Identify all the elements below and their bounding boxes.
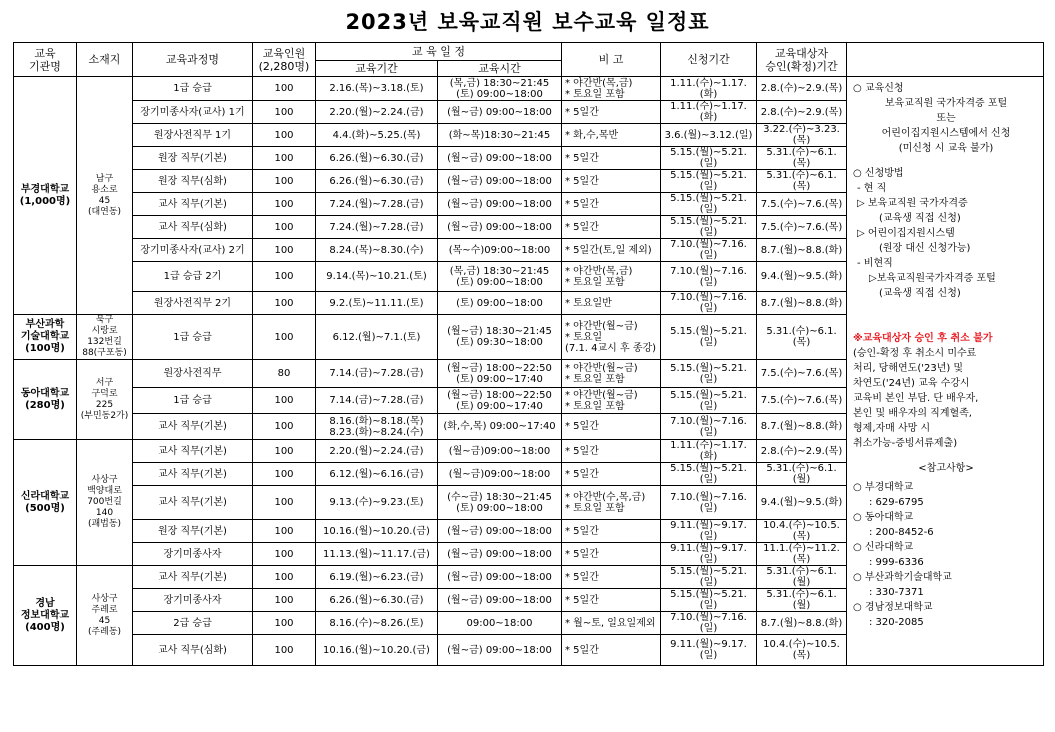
side-phone: : 200-8452-6 <box>869 527 934 538</box>
course-capacity: 100 <box>253 292 316 315</box>
approve-period: 8.7.(월)~8.8.(화) <box>757 612 847 635</box>
course-period: 2.20.(월)~2.24.(금) <box>316 440 438 463</box>
approve-period: 5.31.(수)~6.1.(목) <box>757 170 847 193</box>
course-capacity: 100 <box>253 543 316 566</box>
side-text: ▷보육교직원국가자격증 포털 <box>869 273 996 284</box>
course-time: (목,금) 18:30~21:45 (토) 09:00~18:00 <box>438 262 562 292</box>
side-text: ▷ 보육교직원 국가자격증 <box>857 198 968 209</box>
side-contact: ○ 동아대학교 <box>853 512 914 523</box>
side-text: 본인 및 배우자의 직계혈족, <box>853 408 972 419</box>
course-note: * 5일간 <box>562 589 661 612</box>
apply-period: 5.15.(월)~5.21.(일) <box>661 463 757 486</box>
course-capacity: 100 <box>253 101 316 124</box>
institution-name: 부경대학교 (1,000명) <box>14 77 77 315</box>
course-capacity: 100 <box>253 440 316 463</box>
side-text: 차연도('24년) 교육 수강시 <box>853 378 970 389</box>
course-capacity: 100 <box>253 124 316 147</box>
course-period: 7.24.(월)~7.28.(금) <box>316 216 438 239</box>
schedule-table <box>13 42 1044 666</box>
course-time: (목~수)09:00~18:00 <box>438 239 562 262</box>
course-note: * 월~토, 일요일제외 <box>562 612 661 635</box>
course-period: 8.24.(목)~8.30.(수) <box>316 239 438 262</box>
side-contact: ○ 신라대학교 <box>853 542 914 553</box>
side-text: 취소가능-증빙서류제출) <box>853 438 958 449</box>
course-name: 원장사전직무 2기 <box>133 292 253 315</box>
side-phone: : 629-6795 <box>869 497 924 508</box>
course-note: * 5일간 <box>562 170 661 193</box>
course-name: 1급 승급 2기 <box>133 262 253 292</box>
course-note: * 5일간 <box>562 193 661 216</box>
side-phone: : 999-6336 <box>869 557 924 568</box>
course-capacity: 100 <box>253 612 316 635</box>
header-period: 교육기간 <box>316 61 438 77</box>
course-time: 09:00~18:00 <box>438 612 562 635</box>
side-text: (미신청 시 교육 불가) <box>898 143 994 154</box>
side-text: 처리, 당해연도('23년) 및 <box>853 363 964 374</box>
institution-name: 경남 정보대학교 (400명) <box>14 566 77 666</box>
course-period: 11.13.(월)~11.17.(금) <box>316 543 438 566</box>
course-period: 10.16.(월)~10.20.(금) <box>316 520 438 543</box>
apply-period: 1.11.(수)~1.17.(화) <box>661 440 757 463</box>
course-capacity: 100 <box>253 315 316 360</box>
apply-period: 5.15.(월)~5.21.(일) <box>661 216 757 239</box>
side-text: - 현 직 <box>857 183 887 194</box>
course-time: (월~금) 09:00~18:00 <box>438 635 562 666</box>
apply-period: 3.6.(월)~3.12.(일) <box>661 124 757 147</box>
side-text: 보육교직원 국가자격증 포털 <box>884 98 1008 109</box>
header-side <box>847 43 1044 77</box>
course-period: 7.14.(금)~7.28.(금) <box>316 360 438 388</box>
header-apply: 신청기간 <box>661 43 757 77</box>
course-note: * 야간반(월~금) * 토요일 포함 <box>562 388 661 414</box>
apply-period: 7.10.(월)~7.16.(일) <box>661 292 757 315</box>
course-name: 장기미종사자 <box>133 543 253 566</box>
course-period: 10.16.(월)~10.20.(금) <box>316 635 438 666</box>
header-schedule: 교 육 일 정 <box>316 43 562 61</box>
course-time: (월~금) 09:00~18:00 <box>438 216 562 239</box>
approve-period: 11.1.(수)~11.2.(목) <box>757 543 847 566</box>
course-name: 교사 직무(기본) <box>133 440 253 463</box>
course-capacity: 100 <box>253 566 316 589</box>
apply-period: 5.15.(월)~5.21.(일) <box>661 147 757 170</box>
course-capacity: 100 <box>253 414 316 440</box>
side-warning: ※교육대상자 승인 후 취소 불가 <box>853 333 993 344</box>
institution-location: 서구 구덕로 225 (부민동2가) <box>77 360 133 440</box>
course-capacity: 100 <box>253 486 316 520</box>
course-period: 4.4.(화)~5.25.(목) <box>316 124 438 147</box>
course-note: * 야간반(월~금) * 토요일 (7.1. 4교시 후 종강) <box>562 315 661 360</box>
course-note: * 5일간(토,일 제외) <box>562 239 661 262</box>
side-contact: ○ 부경대학교 <box>853 482 914 493</box>
course-period: 8.16.(화)~8.18.(목) 8.23.(화)~8.24.(수) <box>316 414 438 440</box>
side-method-heading: ○ 신청방법 <box>853 168 904 179</box>
course-capacity: 100 <box>253 520 316 543</box>
apply-period: 9.11.(월)~9.17.(일) <box>661 520 757 543</box>
course-period: 7.14.(금)~7.28.(금) <box>316 388 438 414</box>
course-name: 원장사전직무 <box>133 360 253 388</box>
course-capacity: 100 <box>253 262 316 292</box>
approve-period: 2.8.(수)~2.9.(목) <box>757 440 847 463</box>
course-name: 교사 직무(기본) <box>133 414 253 440</box>
course-time: (월~금) 18:30~21:45 (토) 09:30~18:00 <box>438 315 562 360</box>
apply-period: 5.15.(월)~5.21.(일) <box>661 589 757 612</box>
course-name: 원장 직무(기본) <box>133 520 253 543</box>
institution-location: 사상구 주례로 45 (주례동) <box>77 566 133 666</box>
apply-period: 7.10.(월)~7.16.(일) <box>661 414 757 440</box>
header-note: 비 고 <box>562 43 661 77</box>
apply-period: 5.15.(월)~5.21.(일) <box>661 388 757 414</box>
side-text: (교육생 직접 신청) <box>879 213 961 224</box>
institution-name: 동아대학교 (280명) <box>14 360 77 440</box>
course-name: 원장사전직무 1기 <box>133 124 253 147</box>
approve-period: 8.7.(월)~8.8.(화) <box>757 239 847 262</box>
side-phone: : 320-2085 <box>869 617 924 628</box>
side-text: 어린이집지원시스템에서 신청 <box>881 128 1011 139</box>
institution-name: 부산과학 기술대학교 (100명) <box>14 315 77 360</box>
apply-period: 5.15.(월)~5.21.(일) <box>661 566 757 589</box>
course-note: * 5일간 <box>562 543 661 566</box>
course-period: 6.12.(월)~6.16.(금) <box>316 463 438 486</box>
course-name: 장기미종사자(교사) 2기 <box>133 239 253 262</box>
course-time: (월~금) 09:00~18:00 <box>438 193 562 216</box>
course-capacity: 100 <box>253 170 316 193</box>
course-period: 9.13.(수)~9.23.(토) <box>316 486 438 520</box>
course-note: * 5일간 <box>562 414 661 440</box>
course-time: (화~목)18:30~21:45 <box>438 124 562 147</box>
approve-period: 8.7.(월)~8.8.(화) <box>757 414 847 440</box>
approve-period: 9.4.(월)~9.5.(화) <box>757 486 847 520</box>
apply-period: 7.10.(월)~7.16.(일) <box>661 612 757 635</box>
course-note: * 야간반(목,금) * 토요일 포함 <box>562 262 661 292</box>
header-approve: 교육대상자 승인(확정)기간 <box>757 43 847 77</box>
header-time: 교육시간 <box>438 61 562 77</box>
course-note: * 5일간 <box>562 566 661 589</box>
institution-location: 사상구 백양대로 700번길 140 (괘법동) <box>77 440 133 566</box>
institution-name: 신라대학교 (500명) <box>14 440 77 566</box>
course-time: (월~금) 18:00~22:50 (토) 09:00~17:40 <box>438 360 562 388</box>
course-time: (월~금) 09:00~18:00 <box>438 170 562 193</box>
course-note: * 5일간 <box>562 216 661 239</box>
page-title: 2023년 보육교직원 보수교육 일정표 <box>345 10 710 34</box>
course-period: 9.14.(목)~10.21.(토) <box>316 262 438 292</box>
course-time: (화,수,목) 09:00~17:40 <box>438 414 562 440</box>
side-text: (교육생 직접 신청) <box>879 288 961 299</box>
course-capacity: 100 <box>253 239 316 262</box>
course-period: 6.12.(월)~7.1.(토) <box>316 315 438 360</box>
approve-period: 7.5.(수)~7.6.(목) <box>757 360 847 388</box>
course-time: (월~금) 09:00~18:00 <box>438 589 562 612</box>
course-note: * 토요일반 <box>562 292 661 315</box>
course-capacity: 100 <box>253 388 316 414</box>
course-capacity: 100 <box>253 193 316 216</box>
course-name: 1급 승급 <box>133 315 253 360</box>
course-name: 1급 승급 <box>133 388 253 414</box>
course-period: 7.24.(월)~7.28.(금) <box>316 193 438 216</box>
approve-period: 7.5.(수)~7.6.(목) <box>757 388 847 414</box>
approve-period: 5.31.(수)~6.1.(월) <box>757 589 847 612</box>
course-time: (월~금) 09:00~18:00 <box>438 147 562 170</box>
header-location: 소재지 <box>77 43 133 77</box>
side-notes <box>847 77 1044 666</box>
approve-period: 5.31.(수)~6.1.(목) <box>757 315 847 360</box>
course-period: 6.26.(월)~6.30.(금) <box>316 589 438 612</box>
approve-period: 2.8.(수)~2.9.(목) <box>757 77 847 101</box>
approve-period: 5.31.(수)~6.1.(목) <box>757 147 847 170</box>
table-row <box>14 77 1044 101</box>
course-period: 6.19.(월)~6.23.(금) <box>316 566 438 589</box>
course-note: * 5일간 <box>562 147 661 170</box>
course-name: 교사 직무(기본) <box>133 566 253 589</box>
apply-period: 1.11.(수)~1.17.(화) <box>661 77 757 101</box>
course-time: (월~금) 09:00~18:00 <box>438 520 562 543</box>
course-capacity: 100 <box>253 589 316 612</box>
side-text: 형제,자매 사망 시 <box>853 423 931 434</box>
course-time: (목,금) 18:30~21:45 (토) 09:00~18:00 <box>438 77 562 101</box>
course-note: * 5일간 <box>562 463 661 486</box>
course-name: 교사 직무(기본) <box>133 463 253 486</box>
side-text: - 비현직 <box>857 258 893 269</box>
course-capacity: 100 <box>253 635 316 666</box>
header-institution: 교육 기관명 <box>14 43 77 77</box>
course-period: 2.16.(목)~3.18.(토) <box>316 77 438 101</box>
course-period: 6.26.(월)~6.30.(금) <box>316 170 438 193</box>
apply-period: 5.15.(월)~5.21.(일) <box>661 170 757 193</box>
course-name: 장기미종사자(교사) 1기 <box>133 101 253 124</box>
course-name: 1급 승급 <box>133 77 253 101</box>
course-name: 원장 직무(기본) <box>133 147 253 170</box>
course-note: * 야간반(월~금) * 토요일 포함 <box>562 360 661 388</box>
side-text: ▷ 어린이집지원시스템 <box>857 228 955 239</box>
course-period: 2.20.(월)~2.24.(금) <box>316 101 438 124</box>
approve-period: 10.4.(수)~10.5.(목) <box>757 635 847 666</box>
side-text: 또는 <box>936 113 956 124</box>
side-text: (승인-확정 후 취소시 미수료 <box>853 348 977 359</box>
apply-period: 5.15.(월)~5.21.(일) <box>661 315 757 360</box>
side-text: 교육비 본인 부담. 단 배우자, <box>853 393 979 404</box>
course-note: * 5일간 <box>562 440 661 463</box>
course-capacity: 80 <box>253 360 316 388</box>
apply-period: 9.11.(월)~9.17.(일) <box>661 635 757 666</box>
institution-location: 북구 시랑로 132번길 88(구포동) <box>77 315 133 360</box>
course-period: 8.16.(수)~8.26.(토) <box>316 612 438 635</box>
course-note: * 5일간 <box>562 635 661 666</box>
course-note: * 야간반(목,금) * 토요일 포함 <box>562 77 661 101</box>
course-note: * 5일간 <box>562 520 661 543</box>
course-time: (월~금)09:00~18:00 <box>438 463 562 486</box>
apply-period: 9.11.(월)~9.17.(일) <box>661 543 757 566</box>
course-capacity: 100 <box>253 77 316 101</box>
approve-period: 5.31.(수)~6.1.(월) <box>757 463 847 486</box>
course-name: 장기미종사자 <box>133 589 253 612</box>
course-time: (월~금) 09:00~18:00 <box>438 566 562 589</box>
approve-period: 9.4.(월)~9.5.(화) <box>757 262 847 292</box>
course-capacity: 100 <box>253 216 316 239</box>
course-period: 9.2.(토)~11.11.(토) <box>316 292 438 315</box>
course-time: (월~금)09:00~18:00 <box>438 440 562 463</box>
side-contact: ○ 부산과학기술대학교 <box>853 572 952 583</box>
apply-period: 1.11.(수)~1.17.(화) <box>661 101 757 124</box>
side-contact: ○ 경남정보대학교 <box>853 602 933 613</box>
approve-period: 10.4.(수)~10.5.(목) <box>757 520 847 543</box>
course-note: * 야간반(수,목,금) * 토요일 포함 <box>562 486 661 520</box>
apply-period: 5.15.(월)~5.21.(일) <box>661 193 757 216</box>
course-name: 원장 직무(심화) <box>133 170 253 193</box>
apply-period: 7.10.(월)~7.16.(일) <box>661 239 757 262</box>
course-time: (월~금) 09:00~18:00 <box>438 101 562 124</box>
header-course: 교육과정명 <box>133 43 253 77</box>
approve-period: 3.22.(수)~3.23.(목) <box>757 124 847 147</box>
approve-period: 2.8.(수)~2.9.(목) <box>757 101 847 124</box>
course-name: 교사 직무(심화) <box>133 216 253 239</box>
apply-period: 5.15.(월)~5.21.(일) <box>661 360 757 388</box>
institution-location: 남구 용소로 45 (대연동) <box>77 77 133 315</box>
side-reference-heading: <참고사항> <box>918 463 974 474</box>
side-phone: : 330-7371 <box>869 587 924 598</box>
course-period: 6.26.(월)~6.30.(금) <box>316 147 438 170</box>
approve-period: 8.7.(월)~8.8.(화) <box>757 292 847 315</box>
header-capacity: 교육인원 (2,280명) <box>253 43 316 77</box>
course-time: (수~금) 18:30~21:45 (토) 09:00~18:00 <box>438 486 562 520</box>
course-capacity: 100 <box>253 463 316 486</box>
course-name: 교사 직무(심화) <box>133 635 253 666</box>
course-time: (토) 09:00~18:00 <box>438 292 562 315</box>
approve-period: 5.31.(수)~6.1.(월) <box>757 566 847 589</box>
course-time: (월~금) 18:00~22:50 (토) 09:00~17:40 <box>438 388 562 414</box>
apply-period: 7.10.(월)~7.16.(일) <box>661 262 757 292</box>
apply-period: 7.10.(월)~7.16.(일) <box>661 486 757 520</box>
course-time: (월~금) 09:00~18:00 <box>438 543 562 566</box>
side-text: (원장 대신 신청가능) <box>879 243 971 254</box>
course-note: * 화,수,목반 <box>562 124 661 147</box>
course-note: * 5일간 <box>562 101 661 124</box>
course-capacity: 100 <box>253 147 316 170</box>
approve-period: 7.5.(수)~7.6.(목) <box>757 193 847 216</box>
course-name: 교사 직무(기본) <box>133 193 253 216</box>
course-name: 2급 승급 <box>133 612 253 635</box>
course-name: 교사 직무(기본) <box>133 486 253 520</box>
approve-period: 7.5.(수)~7.6.(목) <box>757 216 847 239</box>
side-apply-heading: ○ 교육신청 <box>853 83 904 94</box>
